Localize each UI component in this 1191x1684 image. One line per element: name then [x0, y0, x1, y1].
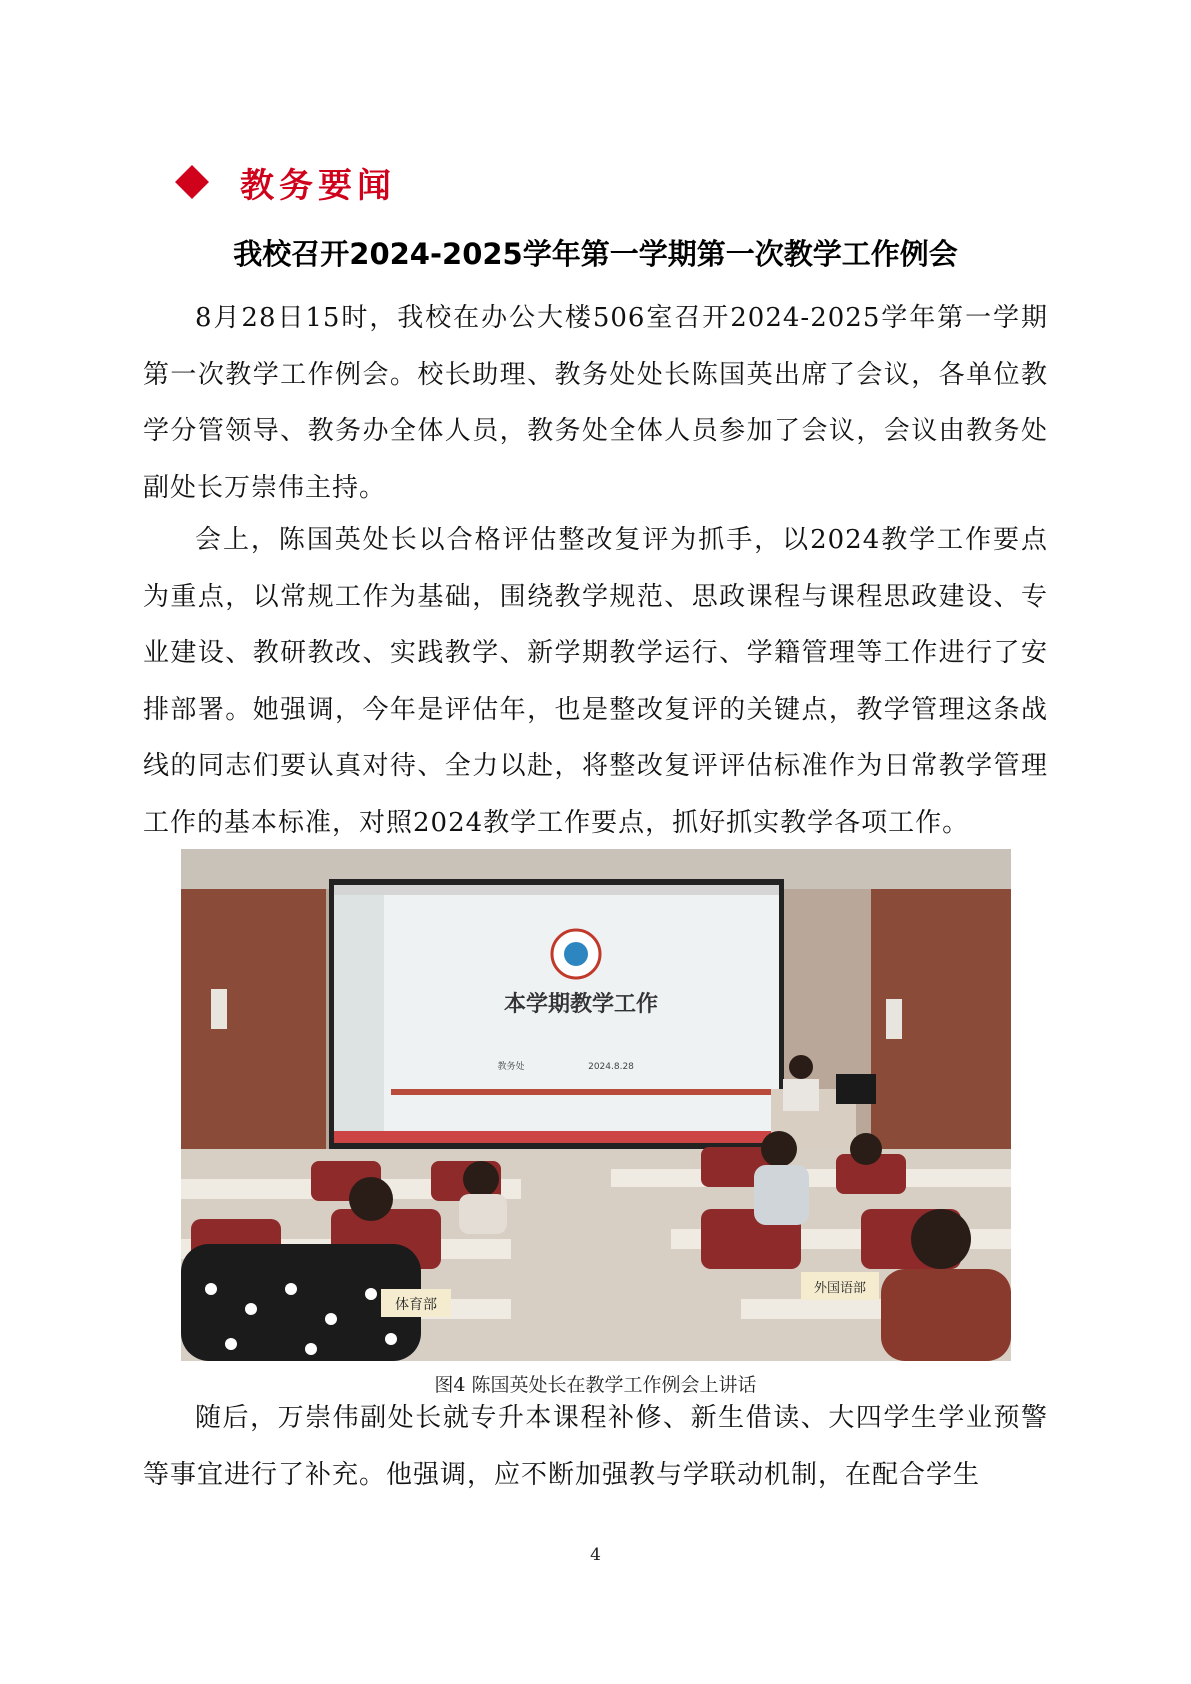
diamond-bullet-icon — [175, 165, 209, 199]
paragraph-1: 8月28日15时，我校在办公大楼506室召开2024-2025学年第一学期第一次教学工作例会。校长助理、教务处处长陈国英出席了会议，各单位教学分管领导、教务办全体人员，教务处全体人员参加了会议，会议由教务处副处长万崇伟主持。 — [143, 303, 1048, 503]
section-header — [180, 152, 396, 212]
slide-org: 教务处 — [497, 1062, 525, 1072]
meeting-photo — [181, 849, 1011, 1361]
slide-title: 本学期教学工作 — [503, 992, 659, 1017]
section-title: 教务要闻 — [240, 165, 396, 206]
paragraph-3: 随后，万崇伟副处长就专升本课程补修、新生借读、大四学生学业预警等事宜进行了补充。他强调，应不断加强教与学联动机制，在配合学生 — [143, 1403, 1048, 1490]
slide-date: 2024.8.28 — [588, 1062, 634, 1072]
nameplate-1: 体育部 — [395, 1297, 437, 1313]
nameplate-2: 外国语部 — [813, 1281, 867, 1296]
article-title: 我校召开2024-2025学年第一学期第一次教学工作例会 — [233, 237, 958, 271]
figure-caption: 图4 陈国英处长在教学工作例会上讲话 — [434, 1374, 757, 1396]
paragraph-2: 会上，陈国英处长以合格评估整改复评为抓手，以2024教学工作要点为重点，以常规工作为基础，围绕教学规范、思政课程与课程思政建设、专业建设、教研教改、实践教学、新学期教学运行、学籍管理等工作进行了安排部署。她强调，今年是评估年，也是整改复评的关键点，教学管理这条战线的同志们要认真对待、全力以赴，将整改复评评估标准作为日常教学管理工作的基本标准，对照2024教学工作要点，抓好抓实教学各项工作。 — [143, 525, 1048, 838]
page-number: 4 — [590, 1545, 601, 1565]
